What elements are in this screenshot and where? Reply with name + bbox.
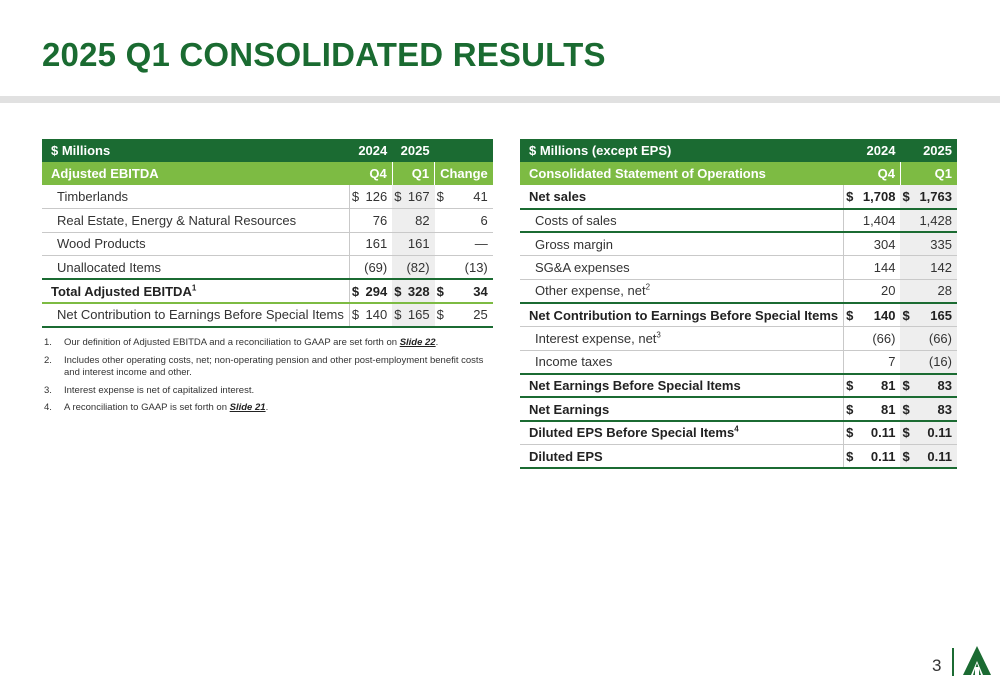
currency-sign [900, 256, 911, 280]
value-q4: 1,404 [855, 209, 900, 233]
row-label: Interest expense, net$^3$ [520, 327, 844, 351]
value-q4: (66) [855, 327, 900, 351]
footnote-ref: 2 [645, 283, 651, 293]
currency-sign [392, 209, 401, 233]
currency-sign: $ [844, 185, 855, 209]
footnote: 4. A reconciliation to GAAP is set forth on Slide 21. [44, 402, 269, 413]
footnote-ref: 4 [734, 425, 739, 435]
table-row [42, 303, 493, 327]
footnote-ref: 3 [656, 330, 661, 340]
footnote-text: Includes other operating costs, net; non-operating pension and other post-employment benefit costs and interest income and other. [64, 354, 484, 378]
page-title: 2025 Q1 CONSOLIDATED RESULTS [42, 36, 606, 73]
value-q1: 167 [401, 185, 434, 209]
footnote-ref: 1 [191, 283, 197, 293]
currency-sign: $ [349, 185, 359, 209]
header-label: $ Millions [42, 139, 349, 162]
currency-sign: $ [435, 185, 448, 209]
value-q1: 142 [912, 256, 957, 280]
value-q4: 20 [855, 279, 900, 303]
value-q1: 83 [912, 374, 957, 398]
value-q1: (16) [912, 350, 957, 374]
value-q4: 81 [855, 374, 900, 398]
row-label: Income taxes [520, 350, 844, 374]
row-label: SG&A expenses [520, 256, 844, 280]
currency-sign [844, 256, 855, 280]
table-row [520, 303, 957, 327]
table-row [42, 185, 493, 209]
value-q4: 126 [359, 185, 392, 209]
value-q4: 144 [855, 256, 900, 280]
footnote-number: 4. [44, 402, 52, 413]
header-year-2024: 2024 [844, 139, 901, 162]
currency-sign: $ [900, 397, 911, 421]
header-year-2025: 2025 [900, 139, 957, 162]
table-row [520, 185, 957, 209]
value-q1: 83 [912, 397, 957, 421]
row-label: Net Contribution to Earnings Before Special Items [520, 303, 844, 327]
value-q4: 0.11 [855, 421, 900, 445]
currency-sign: $ [900, 445, 911, 469]
total-row [42, 279, 493, 303]
currency-sign [435, 209, 448, 233]
table-row [520, 232, 957, 256]
value-q4: (69) [359, 256, 392, 280]
currency-sign [900, 209, 911, 233]
currency-sign [349, 256, 359, 280]
value-change: 25 [448, 303, 493, 327]
value-q1: 165 [912, 303, 957, 327]
table-header-quarters [42, 162, 493, 185]
row-label: Costs of sales [520, 209, 844, 233]
currency-sign: $ [349, 279, 359, 303]
header-change: Change [435, 162, 493, 185]
tree-logo-icon [962, 645, 992, 677]
slide-22-link[interactable]: Slide 22 [399, 337, 436, 348]
row-label: Net Earnings Before Special Items [520, 374, 844, 398]
footnote-text: Interest expense is net of capitalized interest. [64, 384, 255, 396]
currency-sign [900, 350, 911, 374]
value-q1: (82) [401, 256, 434, 280]
value-q1: (66) [912, 327, 957, 351]
currency-sign [900, 327, 911, 351]
value-q4: 76 [359, 209, 392, 233]
currency-sign: $ [844, 374, 855, 398]
value-change: 34 [448, 279, 493, 303]
value-q4: 140 [855, 303, 900, 327]
currency-sign: $ [844, 303, 855, 327]
row-label: Timberlands [42, 185, 349, 209]
section-label: Adjusted EBITDA [42, 162, 349, 185]
section-label: Consolidated Statement of Operations [520, 162, 844, 185]
currency-sign [435, 232, 448, 256]
footnote-number: 1. [44, 337, 52, 348]
value-q1: 161 [401, 232, 434, 256]
currency-sign [392, 232, 401, 256]
currency-sign: $ [392, 303, 401, 327]
value-change: — [448, 232, 493, 256]
row-label: Net sales [520, 185, 844, 209]
value-q1: 165 [401, 303, 434, 327]
table-row [520, 279, 957, 303]
table-row [520, 445, 957, 469]
value-q1: 0.11 [912, 445, 957, 469]
row-label: Unallocated Items [42, 256, 349, 280]
currency-sign [349, 209, 359, 233]
currency-sign: $ [900, 303, 911, 327]
currency-sign: $ [349, 303, 359, 327]
header-label: $ Millions (except EPS) [520, 139, 844, 162]
header-year-2024: 2024 [349, 139, 392, 162]
currency-sign [349, 232, 359, 256]
table-row [42, 256, 493, 280]
footnote [44, 385, 489, 398]
row-label: Gross margin [520, 232, 844, 256]
table-header-years [42, 139, 493, 162]
value-change: 41 [448, 185, 493, 209]
header-q1: Q1 [392, 162, 434, 185]
currency-sign [844, 350, 855, 374]
footnote [44, 355, 489, 380]
table-row [520, 327, 957, 351]
footnote-text: Our definition of Adjusted EBITDA and a reconciliation to GAAP are set forth on [64, 337, 400, 348]
table-row [520, 421, 957, 445]
currency-sign [392, 256, 401, 280]
currency-sign: $ [844, 421, 855, 445]
value-q4: 7 [855, 350, 900, 374]
currency-sign: $ [392, 185, 401, 209]
footnotes [44, 337, 489, 420]
footnote-text: A reconciliation to GAAP is set forth on [64, 402, 230, 413]
row-label: Net Contribution to Earnings Before Special Items [42, 303, 349, 327]
value-change: (13) [448, 256, 493, 280]
value-q4: 304 [855, 232, 900, 256]
row-label: Total Adjusted EBITDA$^1$ [42, 279, 349, 303]
value-q1: 1,428 [912, 209, 957, 233]
currency-sign: $ [435, 303, 448, 327]
value-q1: 335 [912, 232, 957, 256]
footnote-number: 3. [44, 384, 52, 396]
row-label: Real Estate, Energy & Natural Resources [42, 209, 349, 233]
header-year-2025: 2025 [392, 139, 434, 162]
header-q4: Q4 [349, 162, 392, 185]
currency-sign [900, 232, 911, 256]
value-change: 6 [448, 209, 493, 233]
currency-sign [844, 279, 855, 303]
value-q4: 294 [359, 279, 392, 303]
table-row [42, 232, 493, 256]
table-row [520, 256, 957, 280]
adjusted-ebitda-table [42, 139, 493, 328]
currency-sign [435, 256, 448, 280]
value-q1: 0.11 [912, 421, 957, 445]
value-q1: 328 [401, 279, 434, 303]
table-header-years [520, 139, 957, 162]
value-q4: 0.11 [855, 445, 900, 469]
value-q4: 1,708 [855, 185, 900, 209]
table-row [520, 374, 957, 398]
table-row [42, 209, 493, 233]
currency-sign [844, 232, 855, 256]
currency-sign: $ [435, 279, 448, 303]
value-q4: 161 [359, 232, 392, 256]
footnote-number: 2. [44, 354, 52, 366]
statement-of-operations-table [520, 139, 957, 469]
currency-sign: $ [844, 397, 855, 421]
table-row [520, 209, 957, 233]
row-label: Other expense, net$^2$ [520, 279, 844, 303]
footnote: 1. Our definition of Adjusted EBITDA and a reconciliation to GAAP are set forth on Slide 22. [44, 337, 439, 348]
currency-sign: $ [900, 374, 911, 398]
footer-divider [952, 648, 954, 676]
row-label: Net Earnings [520, 397, 844, 421]
row-label: Wood Products [42, 232, 349, 256]
header-q4: Q4 [844, 162, 901, 185]
currency-sign [844, 209, 855, 233]
table-row [520, 397, 957, 421]
table-row [520, 350, 957, 374]
value-q1: 1,763 [912, 185, 957, 209]
value-q4: 140 [359, 303, 392, 327]
currency-sign [900, 279, 911, 303]
currency-sign: $ [392, 279, 401, 303]
slide-21-link[interactable]: Slide 21 [229, 402, 266, 413]
value-q4: 81 [855, 397, 900, 421]
currency-sign: $ [900, 185, 911, 209]
currency-sign: $ [900, 421, 911, 445]
header-q1: Q1 [900, 162, 957, 185]
table-header-quarters [520, 162, 957, 185]
value-q1: 82 [401, 209, 434, 233]
value-q1: 28 [912, 279, 957, 303]
title-divider [0, 96, 1000, 103]
row-label: Diluted EPS [520, 445, 844, 469]
page-number: 3 [932, 656, 942, 675]
currency-sign: $ [844, 445, 855, 469]
row-label: Diluted EPS Before Special Items$^4$ [520, 421, 844, 445]
currency-sign [844, 327, 855, 351]
